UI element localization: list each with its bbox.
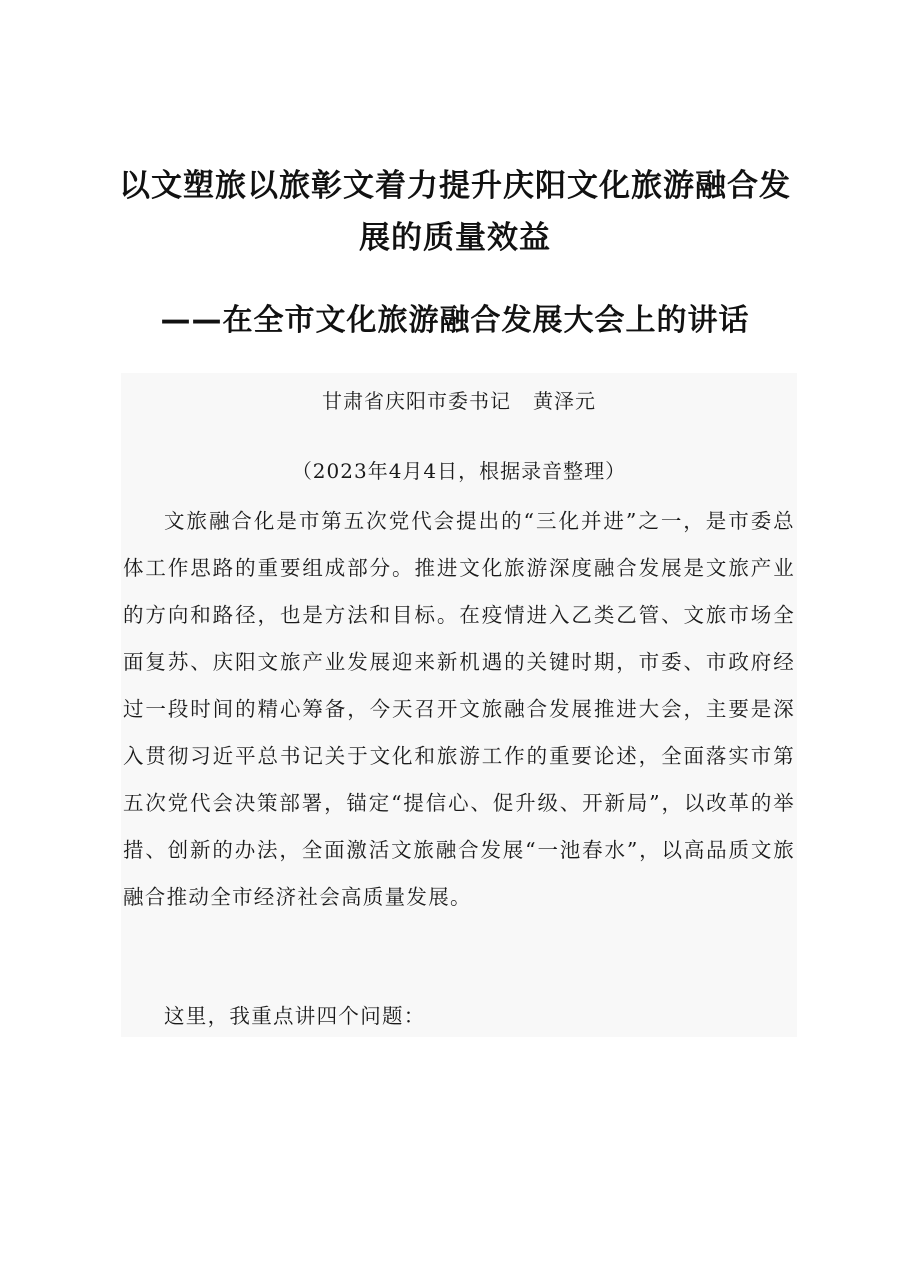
document-subtitle: ——在全市文化旅游融合发展大会上的讲话 — [160, 303, 750, 338]
author-name: 黄泽元 — [533, 389, 596, 413]
document-body — [121, 373, 797, 1037]
body-paragraph: 这里，我重点讲四个问题： — [164, 1004, 426, 1028]
body-paragraph: 文旅融合化是市第五次党代会提出的“三化并进”之一，是市委总体工作思路的重要组成部分。推进文化旅游深度融合发展是文旅产业的方向和路径，也是方法和目标。在疫情进入乙类乙管、文旅市场全面复苏、庆阳文旅产业发展迎来新机遇的关键时期，市委、市政府经过一段时间的精心筹备，今天召开文旅融合发展推进大会，主要是深入贯彻习近平总书记关于文化和旅游工作的重要论述，全面落实市第五次党代会决策部署，锚定“提信心、促升级、开新局”，以改革的举措、创新的办法，全面激活文旅融合发展“一池春水”，以高品质文旅融合推动全市经济社会高质量发展。 — [123, 509, 795, 909]
date-note: （2023年4月4日，根据录音整理） — [291, 459, 627, 483]
author-line — [121, 386, 797, 416]
author-title: 甘肃省庆阳市委书记 — [322, 389, 511, 413]
document-title: 以文塑旅以旅彰文着力提升庆阳文化旅游融合发展的质量效益 — [119, 168, 791, 256]
